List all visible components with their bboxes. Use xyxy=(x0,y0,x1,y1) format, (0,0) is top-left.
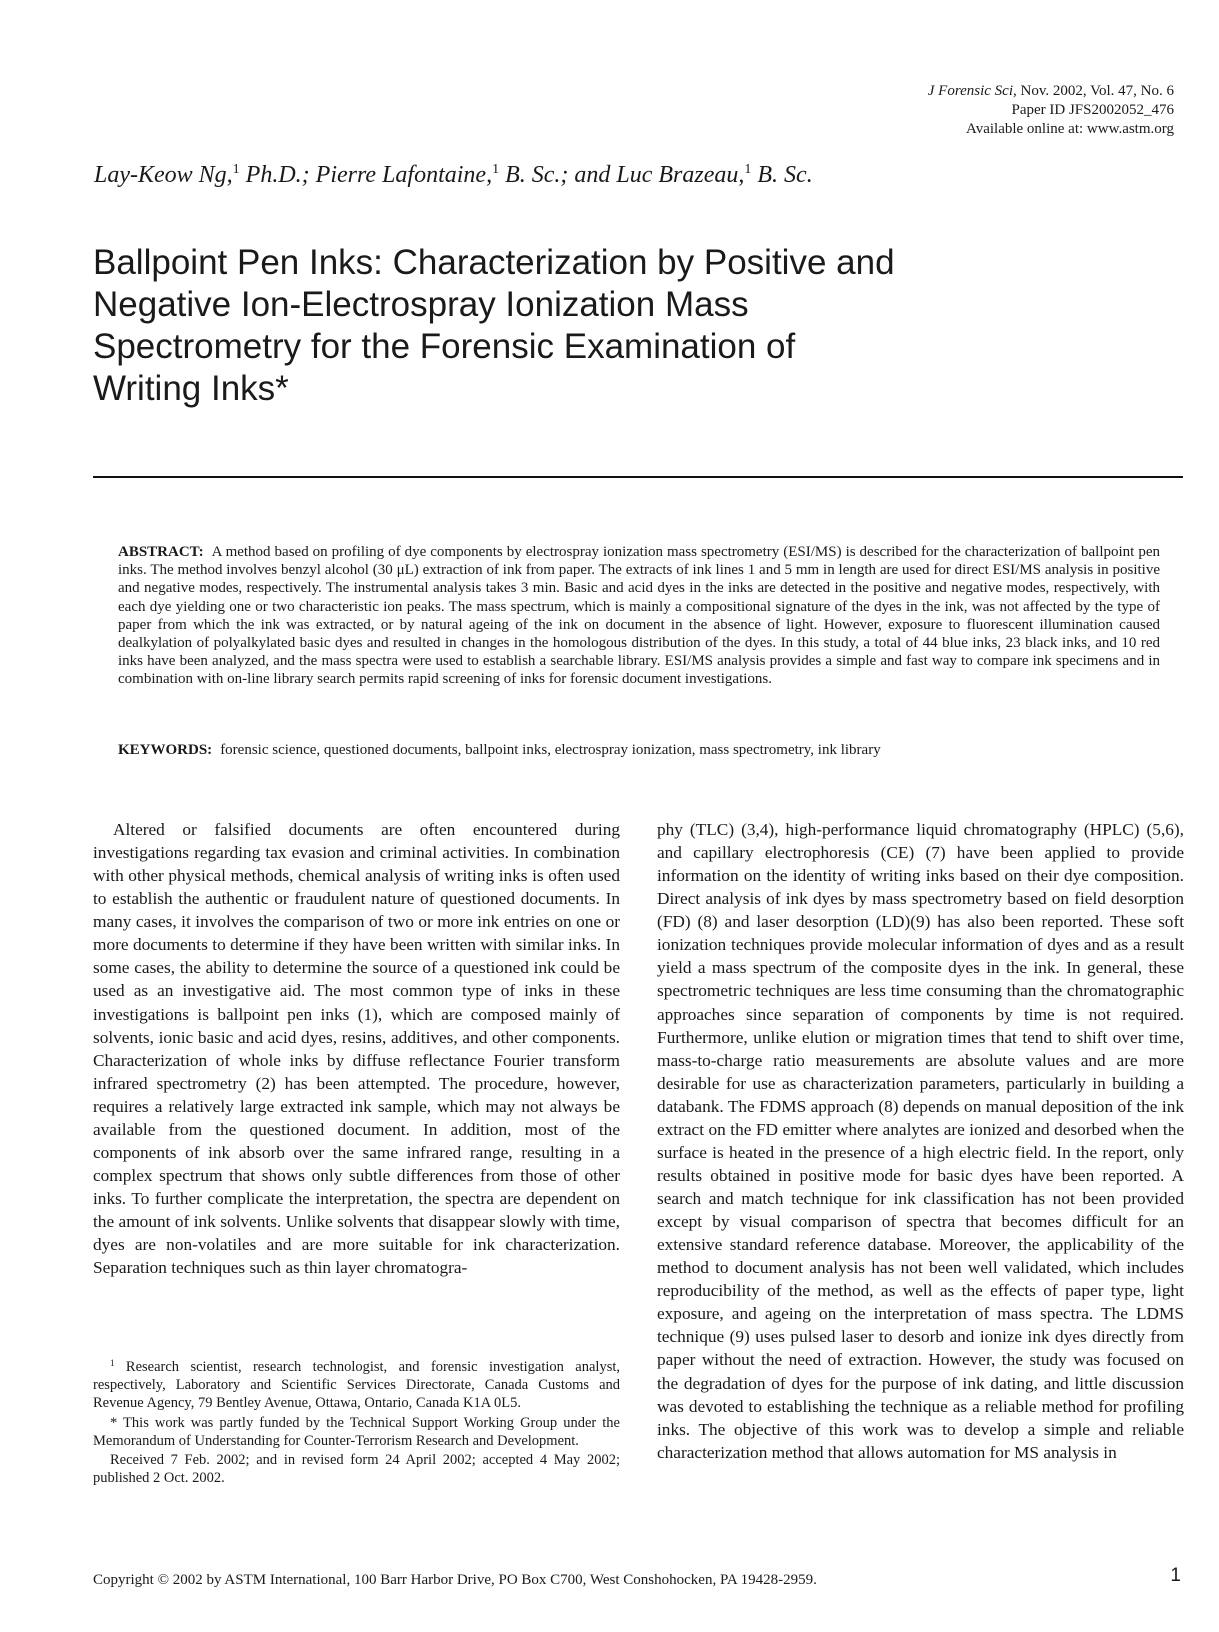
footnote-funding: * This work was partly funded by the Technical Support Working Group under the Memorandum of Understanding for Counter-Terrorism Research and Development. xyxy=(93,1414,620,1449)
keywords xyxy=(118,741,1160,759)
author-2-affiliation-mark: 1 xyxy=(492,162,500,177)
body-column-left: Altered or falsified documents are often encountered during investigations regarding tax evasion and criminal activities. In combination with other physical methods, chemical analysis of writing inks is often used to establish the authentic or fraudulent nature of questioned documents. In many cases, it involves the comparison of two or more ink entries on one or more documents to determine if they have been written with similar inks. In some cases, the ability to determine the source of a questioned ink could be used as an investigative aid. The most common type of inks in these investigations is ballpoint pen inks (1), which are composed mainly of solvents, ionic basic and acid dyes, resins, additives, and other components. Characterization of whole inks by diffuse reflectance Fourier transform infrared spectrometry (2) has been attempted. The procedure, however, requires a relatively large extracted ink sample, which may not always be available from the questioned document. In addition, most of the components of ink absorb over the same infrared range, resulting in a complex spectrum that shows only subtle differences from those of other inks. To further complicate the interpretation, the spectra are dependent on the amount of ink solvents. Unlike solvents that disappear slowly with time, dyes are non-volatiles and are more suitable for ink characterization. Separation techniques such as thin layer chromatogra- xyxy=(93,820,620,1278)
keywords-text: forensic science, questioned documents, ballpoint inks, electrospray ionization, mass spectrometry, ink library xyxy=(220,742,881,758)
journal-issue: Nov. 2002, Vol. 47, No. 6 xyxy=(1020,83,1174,99)
journal-info xyxy=(614,82,1174,139)
title-divider xyxy=(93,476,1183,478)
author-3-affiliation-mark: 1 xyxy=(744,162,752,177)
author-line xyxy=(94,160,1094,190)
keywords-label: KEYWORDS: xyxy=(118,742,213,758)
author-3-degree: B. Sc. xyxy=(757,162,813,188)
abstract xyxy=(118,543,1160,689)
abstract-label: ABSTRACT: xyxy=(118,544,204,560)
journal-citation xyxy=(614,82,1174,101)
footnote-dates: Received 7 Feb. 2002; and in revised form 24 April 2002; accepted 4 May 2002; published 2 Oct. 2002. xyxy=(93,1452,620,1487)
author-1-affiliation-mark: 1 xyxy=(232,162,240,177)
paper-id: Paper ID JFS2002052_476 xyxy=(1011,102,1174,118)
footnote-affiliation xyxy=(93,1358,620,1413)
footnotes xyxy=(93,1358,620,1488)
author-1-name: Lay-Keow Ng, xyxy=(94,162,233,188)
page-number: 1 xyxy=(1170,1565,1181,1586)
footnote-affiliation-text: Research scientist, research technologist, and forensic investigation analyst, respectively, Laboratory and Scientific Services Directorate, Canada Customs and Revenue Agency, 79 Bentley Avenue, Ottawa, Ontario, Canada K1A 0L5. xyxy=(93,1359,621,1412)
abstract-text: A method based on profiling of dye components by electrospray ionization mass spectrometry (ESI/MS) is described for the characterization of ballpoint pen inks. The method involves benzyl alcohol (30 μL) extraction of ink from paper. The extracts of ink lines 1 and 5 mm in length are used for direct ESI/MS analysis in positive and negative modes, respectively. The instrumental analysis takes 3 min. Basic and acid dyes in the inks are detected in the positive and negative modes, respectively, with each dye yielding one or two characteristic ion peaks. The mass spectrum, which is mainly a compositional signature of the dyes in the ink, was not affected by the type of paper from which the ink was extracted, or by natural ageing of the ink on document in the absence of light. However, exposure to fluorescent illumination caused dealkylation of polyalkylated basic dyes and resulted in changes in the homologous distribution of the dyes. In this study, a total of 44 blue inks, 23 black inks, and 10 red inks have been analyzed, and the mass spectra were used to establish a searchable library. ESI/MS analysis provides a simple and fast way to compare ink specimens and in combination with on-line library search permits rapid screening of inks for forensic document investigations. xyxy=(118,544,1160,688)
journal-name: J Forensic Sci, xyxy=(927,83,1017,99)
author-3-text: B. Sc.; and Luc Brazeau, xyxy=(505,162,745,188)
body-column-right: phy (TLC) (3,4), high-performance liquid chromatography (HPLC) (5,6), and capillary electrophoresis (CE) (7) have been applied to provide information on the identity of writing inks based on their dye composition. Direct analysis of ink dyes by mass spectrometry based on field desorption (FD) (8) and laser desorption (LD)(9) has also been reported. These soft ionization techniques provide molecular information of dyes and as a result yield a mass spectrum of the composite dyes in the ink. In general, these spectrometric techniques are less time consuming than the chromatographic approaches since separation of components by time is not required. Furthermore, unlike elution or migration times that tend to shift over time, mass-to-charge ratio measurements are absolute values and are more desirable for use as characterization parameters, particularly in building a databank. The FDMS approach (8) depends on manual deposition of the ink extract on the FD emitter where analytes are ionized and desorbed when the surface is heated in the presence of a high electric field. In the report, only results obtained in positive mode for basic dyes have been reported. A search and match technique for ink classification has not been provided except by visual comparison of spectra that becomes difficult for an extensive standard reference database. Moreover, the applicability of the method to document analysis has not been well validated, which includes reproducibility of the method, as well as the effects of paper type, light exposure, and ageing on the interpretation of mass spectra. The LDMS technique (9) uses pulsed laser to desorb and ionize ink dyes directly from paper without the need of extraction. However, the study was focused on the degradation of dyes for the purpose of ink dating, and little discussion was devoted to establishing the technique as a reliable method for profiling inks. The objective of this work was to develop a simple and reliable characterization method that allows automation for MS analysis in xyxy=(657,820,1184,1462)
author-2-text: Ph.D.; Pierre Lafontaine, xyxy=(245,162,493,188)
paper-title: Ballpoint Pen Inks: Characterization by Positive and Negative Ion-Electrospray Ionization Mass Spectrometry for the Forensic Examination of Writing Inks* xyxy=(93,243,895,408)
copyright-line: Copyright © 2002 by ASTM International, 100 Barr Harbor Drive, PO Box C700, West Conshohocken, PA 19428-2959. xyxy=(93,1572,817,1588)
footnote-affiliation-mark: 1 xyxy=(110,1358,115,1368)
availability: Available online at: www.astm.org xyxy=(965,121,1174,137)
